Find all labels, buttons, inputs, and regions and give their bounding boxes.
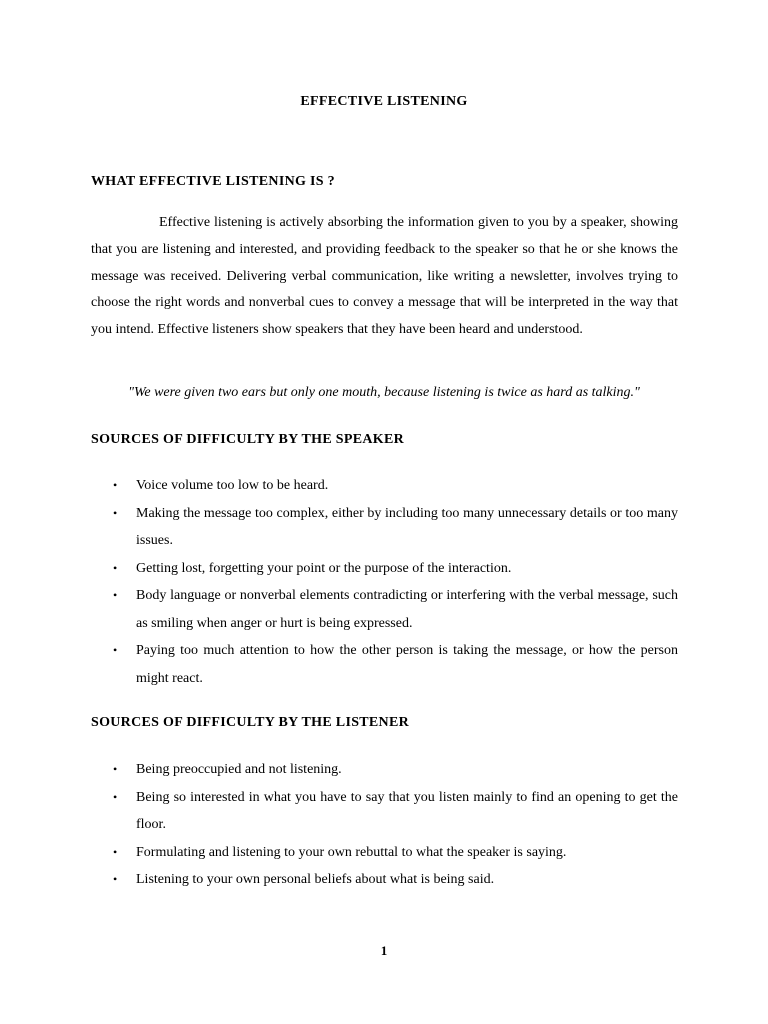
document-title: EFFECTIVE LISTENING [300, 94, 468, 109]
list-item-text: Making the message too complex, either by including too many unnecessary details or too many issues. [136, 505, 678, 548]
listening-quote: "We were given two ears but only one mouth, because listening is twice as hard as talking." [128, 385, 640, 400]
list-item-text: Being preoccupied and not listening. [136, 762, 342, 777]
page-number: 1 [380, 943, 388, 958]
list-item [113, 756, 678, 784]
bullet-icon: • [113, 560, 118, 575]
section-heading-listener: SOURCES OF DIFFICULTY BY THE LISTENER [91, 715, 410, 730]
list-item-text: Voice volume too low to be heard. [136, 478, 329, 493]
list-item-text: Being so interested in what you have to say that you listen mainly to find an opening to get the floor. [136, 789, 678, 832]
bullet-icon: • [113, 643, 118, 657]
bullet-icon: • [113, 844, 118, 859]
list-item [113, 582, 678, 637]
list-item [113, 500, 678, 555]
bullet-icon: • [113, 588, 118, 602]
bullet-icon: • [113, 505, 118, 520]
list-item [113, 472, 678, 500]
bullet-icon: • [113, 789, 118, 804]
bullet-icon: • [113, 872, 118, 886]
list-item [113, 784, 678, 839]
list-item [113, 866, 678, 894]
speaker-difficulty-list [113, 472, 678, 692]
list-item-text: Listening to your own personal beliefs about what is being said. [136, 872, 495, 887]
listener-difficulty-list [113, 756, 678, 894]
list-item-text: Getting lost, forgetting your point or the purpose of the interaction. [136, 560, 512, 576]
list-item [113, 839, 678, 867]
section-heading-what-is: WHAT EFFECTIVE LISTENING IS ? [91, 174, 335, 189]
bullet-icon: • [113, 762, 118, 776]
list-item [113, 555, 678, 583]
bullet-icon: • [113, 478, 118, 492]
intro-paragraph: Effective listening is actively absorbing the information given to you by a speaker, showing that you are listening and interested, and providing feedback to the speaker so that he or she knows the message was received. Delivering verbal communication, like writing a newsletter, involves trying to choose the right words and nonverbal cues to convey a message that will be interpreted in the way that you intend. Effective listeners show speakers that they have been heard and understood. [91, 215, 678, 338]
list-item-text: Body language or nonverbal elements contradicting or interfering with the verbal message, such as smiling when anger or hurt is being expressed. [136, 588, 678, 631]
section-heading-speaker: SOURCES OF DIFFICULTY BY THE SPEAKER [91, 432, 405, 447]
list-item [113, 637, 678, 692]
list-item-text: Paying too much attention to how the other person is taking the message, or how the person might react. [136, 643, 678, 686]
list-item-text: Formulating and listening to your own rebuttal to what the speaker is saying. [136, 844, 567, 860]
